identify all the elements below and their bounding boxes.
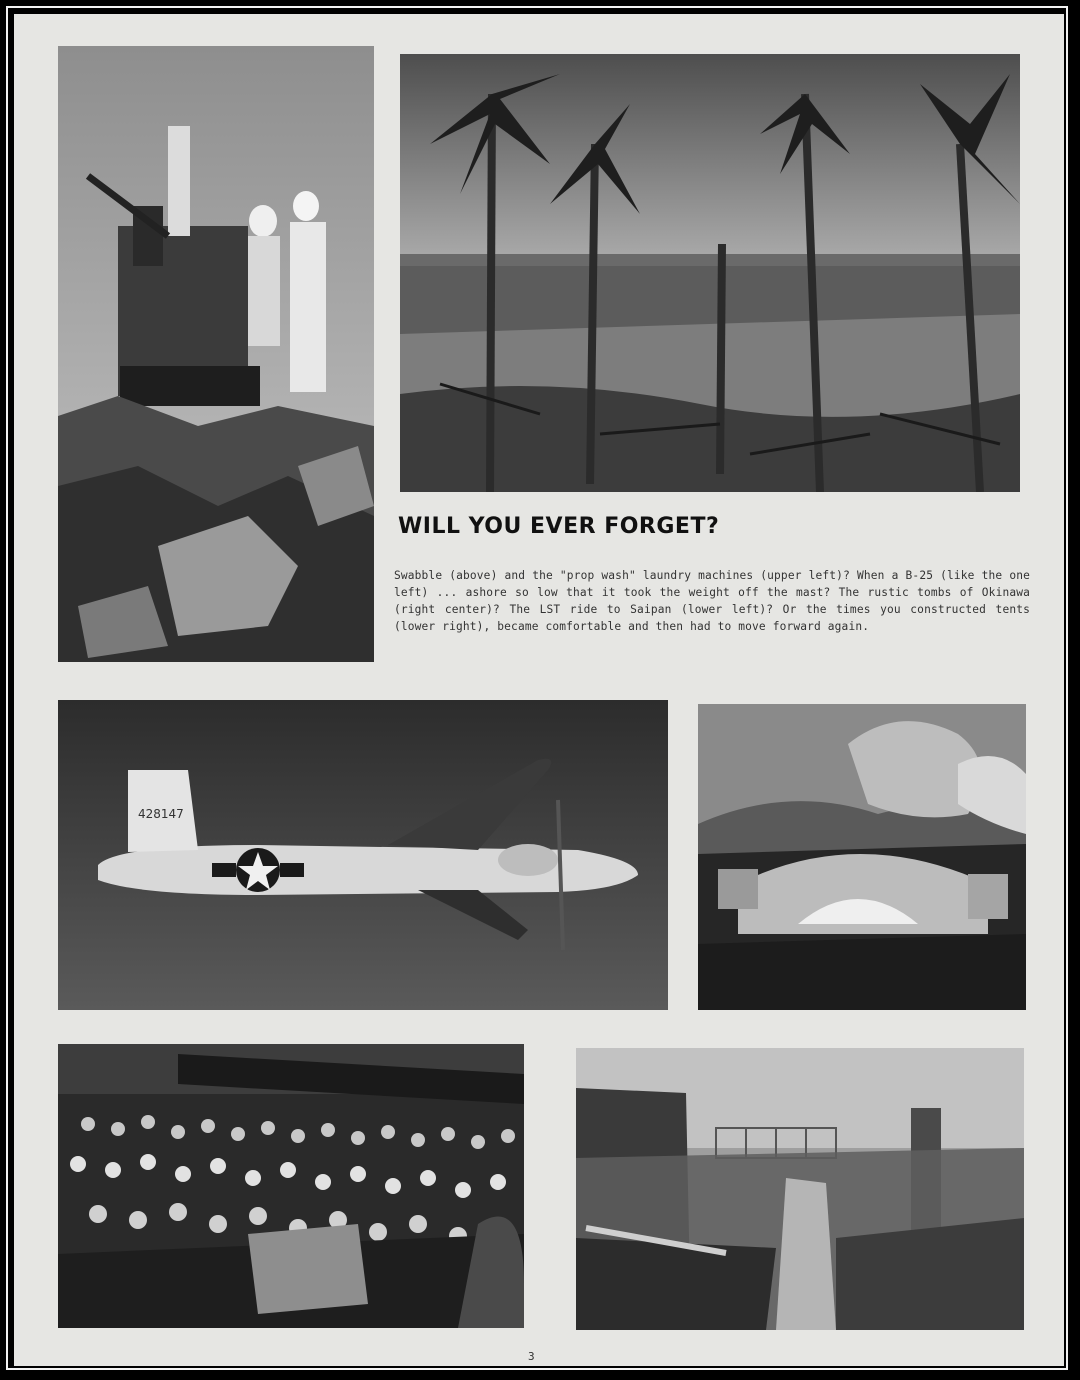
- ruins-image: [576, 1048, 1024, 1330]
- tomb-image: [698, 704, 1026, 1010]
- photo-lst-crowd: [58, 1044, 524, 1328]
- photo-b25-bomber: [58, 700, 668, 1010]
- page-number: 3: [528, 1350, 535, 1363]
- bomber-tail-number: 428147: [138, 807, 184, 821]
- photo-okinawa-tomb: [698, 704, 1026, 1010]
- photo-devastated-beach: [400, 54, 1020, 492]
- scrapbook-page: [14, 14, 1064, 1366]
- photo-ruins-tents: [576, 1048, 1024, 1330]
- page-headline: WILL YOU EVER FORGET?: [398, 514, 720, 539]
- page-caption: Swabble (above) and the "prop wash" laundry machines (upper left)? When a B-25 (like the one left) ... ashore so low that it took the weight off the mast? The rustic tombs of Okinawa (right center)? The LST ride to Saipan (lower left)? Or the times you constructed tents (lower right), became comfortable and then had to move forward again.: [394, 569, 1030, 633]
- beach-image: [400, 54, 1020, 492]
- laundry-machine-image: [58, 46, 374, 662]
- crowd-image: [58, 1044, 524, 1328]
- photo-laundry-machine: [58, 46, 374, 662]
- bomber-image: [58, 700, 668, 1010]
